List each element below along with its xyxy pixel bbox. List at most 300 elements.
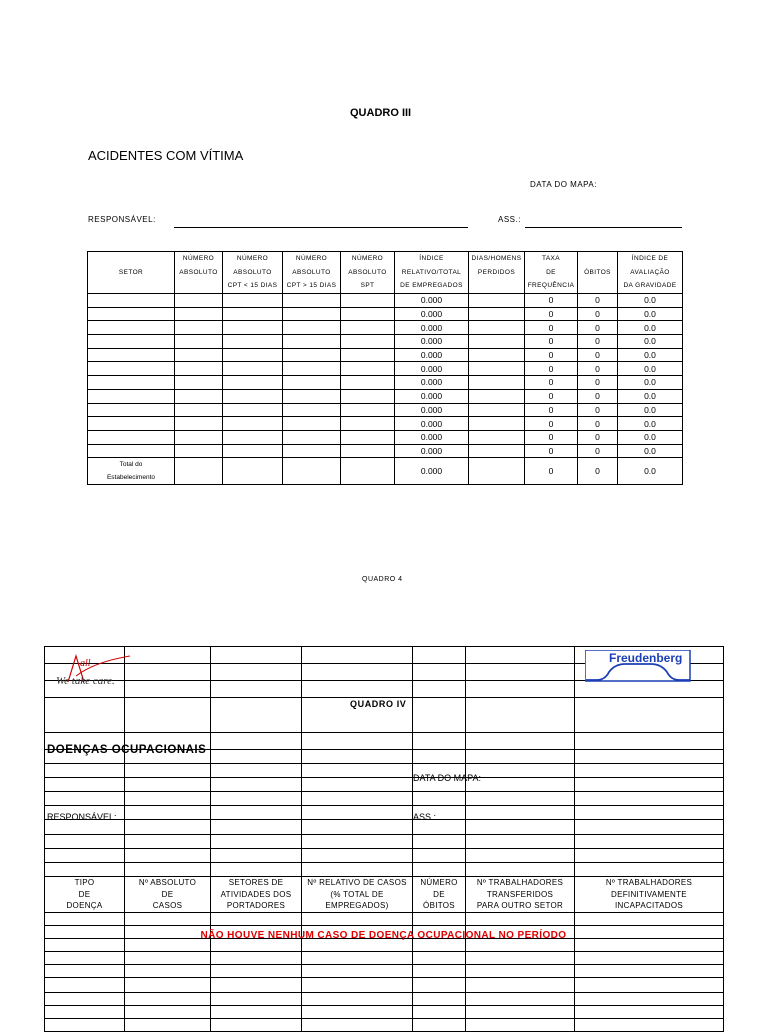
table-cell[interactable] — [469, 294, 525, 308]
grid-cell[interactable] — [125, 964, 211, 977]
grid-cell[interactable] — [211, 912, 302, 925]
table-cell[interactable]: 0 — [578, 389, 618, 403]
table-cell[interactable] — [175, 444, 223, 458]
grid-cell[interactable] — [575, 1018, 724, 1031]
table-cell[interactable] — [469, 335, 525, 349]
total-cell[interactable]: 0.0 — [618, 458, 683, 485]
responsavel-line[interactable] — [174, 227, 468, 228]
grid-cell[interactable] — [575, 835, 724, 849]
grid-cell[interactable] — [575, 733, 724, 750]
table-cell[interactable] — [223, 348, 283, 362]
grid-cell[interactable] — [45, 951, 125, 964]
grid-cell[interactable] — [575, 750, 724, 764]
grid-cell[interactable] — [413, 912, 466, 925]
grid-cell[interactable] — [125, 1005, 211, 1018]
grid-cell[interactable] — [466, 750, 575, 764]
table-cell[interactable]: 0 — [525, 348, 578, 362]
grid-cell[interactable] — [302, 792, 413, 806]
table-row — [88, 444, 683, 458]
quadro4-header-cell: EMPREGADOS) — [302, 900, 413, 912]
grid-cell[interactable] — [45, 1005, 125, 1018]
table-cell[interactable]: 0.000 — [395, 389, 469, 403]
grid-cell[interactable] — [466, 912, 575, 925]
grid-cell[interactable] — [45, 849, 125, 863]
table-cell[interactable] — [283, 362, 341, 376]
table-cell[interactable] — [223, 403, 283, 417]
table-cell[interactable] — [223, 335, 283, 349]
table-cell[interactable]: 0.000 — [395, 376, 469, 390]
grid-cell[interactable] — [45, 964, 125, 977]
grid-cell[interactable] — [302, 778, 413, 792]
table-cell[interactable] — [223, 294, 283, 308]
table-cell[interactable]: 0 — [578, 294, 618, 308]
grid-cell[interactable] — [466, 1005, 575, 1018]
table-cell[interactable] — [175, 348, 223, 362]
grid-cell[interactable] — [125, 764, 211, 778]
total-label-text: Total do — [119, 461, 143, 469]
table-cell[interactable]: 0.000 — [395, 430, 469, 444]
grid-cell[interactable] — [302, 681, 413, 698]
grid-cell[interactable] — [413, 681, 466, 698]
grid-cell[interactable] — [211, 849, 302, 863]
table-cell[interactable]: 0 — [578, 376, 618, 390]
table-row — [88, 417, 683, 431]
table-cell[interactable]: 0.0 — [618, 403, 683, 417]
grid-cell[interactable] — [302, 750, 413, 764]
table-cell[interactable] — [88, 321, 175, 335]
grid-cell[interactable] — [125, 806, 211, 820]
table-cell[interactable]: 0.0 — [618, 307, 683, 321]
table-cell[interactable] — [88, 389, 175, 403]
grid-cell[interactable] — [45, 912, 125, 925]
grid-cell[interactable] — [466, 977, 575, 992]
grid-cell[interactable] — [413, 664, 466, 681]
data-mapa-label: DATA DO MAPA: — [530, 180, 597, 189]
table-cell[interactable] — [88, 348, 175, 362]
quadro3-header-text: ABSOLUTO — [233, 268, 272, 276]
grid-cell[interactable] — [45, 778, 125, 792]
table-cell[interactable] — [283, 389, 341, 403]
table-cell[interactable] — [175, 321, 223, 335]
grid-cell[interactable] — [125, 681, 211, 698]
grid-cell[interactable] — [575, 806, 724, 820]
table-cell[interactable] — [283, 348, 341, 362]
table-cell[interactable]: 0 — [578, 348, 618, 362]
table-cell[interactable]: 0 — [525, 335, 578, 349]
grid-cell[interactable] — [302, 733, 413, 750]
table-row — [88, 376, 683, 390]
table-cell[interactable]: 0 — [525, 430, 578, 444]
grid-row — [45, 764, 724, 778]
table-cell[interactable] — [469, 362, 525, 376]
total-cell[interactable]: 0.000 — [395, 458, 469, 485]
total-cell[interactable]: 0 — [578, 458, 618, 485]
table-cell[interactable]: 0.000 — [395, 444, 469, 458]
grid-cell[interactable] — [466, 964, 575, 977]
grid-cell[interactable] — [45, 1018, 125, 1031]
table-cell[interactable]: 0.0 — [618, 376, 683, 390]
table-cell[interactable]: 0 — [578, 307, 618, 321]
grid-cell[interactable] — [211, 951, 302, 964]
table-cell[interactable] — [341, 389, 395, 403]
grid-cell[interactable] — [211, 764, 302, 778]
table-cell[interactable] — [175, 389, 223, 403]
quadro3-header-text: PERDIDOS — [477, 268, 516, 276]
grid-cell[interactable] — [575, 820, 724, 835]
table-cell[interactable] — [88, 294, 175, 308]
grid-cell[interactable] — [125, 792, 211, 806]
ass-line[interactable] — [525, 227, 682, 228]
total-cell[interactable] — [175, 458, 223, 485]
quadro4-header-cell: Nº RELATIVO DE CASOS — [302, 877, 413, 889]
grid-cell[interactable] — [302, 647, 413, 664]
quadro3-header-text: ÍNDICE DE — [631, 255, 669, 262]
table-cell[interactable]: 0 — [525, 444, 578, 458]
grid-cell[interactable] — [575, 951, 724, 964]
grid-cell[interactable] — [575, 1005, 724, 1018]
table-cell[interactable] — [283, 430, 341, 444]
grid-cell[interactable] — [466, 951, 575, 964]
grid-cell[interactable] — [302, 664, 413, 681]
grid-cell[interactable] — [125, 863, 211, 877]
total-label-text: Estabelecimento — [106, 474, 156, 482]
freudenberg-text: Freudenberg — [609, 651, 683, 665]
grid-cell[interactable] — [575, 778, 724, 792]
grid-cell[interactable] — [466, 764, 575, 778]
grid-cell[interactable] — [125, 849, 211, 863]
grid-cell[interactable] — [125, 1018, 211, 1031]
table-cell[interactable]: 0.0 — [618, 389, 683, 403]
grid-cell[interactable] — [466, 733, 575, 750]
grid-row — [45, 863, 724, 877]
table-cell[interactable] — [469, 444, 525, 458]
grid-cell[interactable] — [413, 863, 466, 877]
grid-cell[interactable] — [302, 964, 413, 977]
grid-cell[interactable] — [413, 1018, 466, 1031]
table-cell[interactable] — [175, 362, 223, 376]
grid-cell[interactable] — [413, 750, 466, 764]
grid-cell[interactable] — [302, 951, 413, 964]
table-cell[interactable] — [88, 307, 175, 321]
grid-cell[interactable] — [302, 977, 413, 992]
grid-cell[interactable] — [575, 863, 724, 877]
grid-cell[interactable] — [302, 764, 413, 778]
grid-cell[interactable] — [413, 1005, 466, 1018]
table-cell[interactable] — [283, 294, 341, 308]
table-cell[interactable]: 0 — [525, 389, 578, 403]
grid-cell[interactable] — [211, 778, 302, 792]
table-row — [88, 348, 683, 362]
grid-cell[interactable] — [413, 977, 466, 992]
grid-cell[interactable] — [466, 1018, 575, 1031]
grid-row — [45, 992, 724, 1005]
grid-cell[interactable] — [125, 820, 211, 835]
table-cell[interactable] — [175, 417, 223, 431]
grid-cell[interactable] — [302, 863, 413, 877]
table-cell[interactable] — [469, 417, 525, 431]
grid-cell[interactable] — [125, 778, 211, 792]
total-cell[interactable] — [341, 458, 395, 485]
table-cell[interactable] — [283, 417, 341, 431]
quadro4-header-cell: CASOS — [125, 900, 211, 912]
grid-cell[interactable] — [211, 977, 302, 992]
table-cell[interactable] — [175, 294, 223, 308]
table-cell[interactable] — [88, 430, 175, 444]
quadro4-header-cell: DOENÇA — [45, 900, 125, 912]
quadro3-table — [87, 251, 683, 485]
grid-cell[interactable] — [575, 792, 724, 806]
grid-cell[interactable] — [125, 951, 211, 964]
grid-cell[interactable] — [211, 664, 302, 681]
table-cell[interactable] — [223, 389, 283, 403]
quadro4-header-row — [45, 900, 724, 912]
table-cell[interactable] — [88, 376, 175, 390]
table-cell[interactable]: 0.0 — [618, 362, 683, 376]
grid-cell[interactable] — [575, 964, 724, 977]
grid-cell[interactable] — [211, 792, 302, 806]
quadro3-header-text: TAXA — [541, 255, 561, 262]
grid-cell[interactable] — [575, 912, 724, 925]
quadro4-ass: ASS.: — [413, 812, 437, 822]
grid-cell[interactable] — [211, 681, 302, 698]
grid-cell[interactable] — [413, 733, 466, 750]
total-cell[interactable]: 0 — [525, 458, 578, 485]
grid-cell[interactable] — [302, 820, 413, 835]
grid-cell[interactable] — [466, 992, 575, 1005]
table-cell[interactable]: 0.0 — [618, 417, 683, 431]
grid-cell[interactable] — [466, 849, 575, 863]
table-cell[interactable]: 0 — [525, 362, 578, 376]
grid-cell[interactable] — [575, 992, 724, 1005]
table-cell[interactable] — [341, 362, 395, 376]
table-cell[interactable] — [88, 417, 175, 431]
grid-cell[interactable] — [575, 681, 724, 698]
table-cell[interactable] — [341, 376, 395, 390]
grid-cell[interactable] — [413, 835, 466, 849]
grid-cell[interactable] — [125, 835, 211, 849]
grid-cell[interactable] — [45, 835, 125, 849]
grid-cell[interactable] — [466, 863, 575, 877]
table-cell[interactable] — [88, 403, 175, 417]
table-cell[interactable] — [175, 403, 223, 417]
quadro4-header-row — [45, 889, 724, 901]
table-cell[interactable]: 0.0 — [618, 321, 683, 335]
grid-cell[interactable] — [211, 733, 302, 750]
grid-cell[interactable] — [575, 698, 724, 733]
grid-cell[interactable] — [466, 806, 575, 820]
table-cell[interactable] — [469, 321, 525, 335]
table-cell[interactable] — [283, 307, 341, 321]
grid-cell[interactable] — [413, 964, 466, 977]
grid-cell[interactable] — [413, 951, 466, 964]
table-cell[interactable] — [88, 362, 175, 376]
grid-cell[interactable] — [413, 792, 466, 806]
table-cell[interactable]: 0.0 — [618, 430, 683, 444]
table-cell[interactable]: 0 — [525, 307, 578, 321]
table-cell[interactable] — [223, 430, 283, 444]
table-cell[interactable] — [341, 444, 395, 458]
quadro3-header-text: DA GRAVIDADE — [623, 282, 677, 290]
table-cell[interactable]: 0.000 — [395, 362, 469, 376]
table-cell[interactable]: 0 — [578, 403, 618, 417]
grid-cell[interactable] — [302, 806, 413, 820]
table-cell[interactable] — [469, 389, 525, 403]
table-cell[interactable]: 0.000 — [395, 294, 469, 308]
table-cell[interactable]: 0 — [525, 417, 578, 431]
table-cell[interactable] — [469, 376, 525, 390]
table-cell[interactable]: 0.000 — [395, 348, 469, 362]
grid-cell[interactable] — [45, 792, 125, 806]
grid-cell[interactable] — [413, 849, 466, 863]
grid-cell[interactable] — [211, 750, 302, 764]
grid-cell[interactable] — [466, 664, 575, 681]
grid-cell[interactable] — [211, 1018, 302, 1031]
quadro4-header-cell: ATIVIDADES DOS — [211, 889, 302, 901]
table-cell[interactable]: 0.0 — [618, 348, 683, 362]
table-cell[interactable] — [341, 294, 395, 308]
table-cell[interactable] — [223, 444, 283, 458]
table-cell[interactable] — [341, 403, 395, 417]
total-cell[interactable] — [469, 458, 525, 485]
quadro4-header-cell: TIPO — [45, 877, 125, 889]
grid-cell[interactable] — [125, 664, 211, 681]
table-cell[interactable]: 0 — [525, 403, 578, 417]
table-cell[interactable] — [88, 444, 175, 458]
table-cell[interactable] — [341, 417, 395, 431]
grid-row — [45, 849, 724, 863]
table-cell[interactable] — [223, 362, 283, 376]
quadro4-header-cell: INCAPACITADOS — [575, 900, 724, 912]
quadro4-small-label: QUADRO 4 — [362, 576, 403, 583]
grid-cell[interactable] — [466, 698, 575, 733]
table-cell[interactable] — [283, 335, 341, 349]
table-cell[interactable] — [175, 307, 223, 321]
grid-cell[interactable] — [125, 698, 211, 733]
table-cell[interactable] — [341, 307, 395, 321]
table-cell[interactable] — [469, 348, 525, 362]
table-cell[interactable]: 0 — [578, 362, 618, 376]
quadro3-header-text: DE — [546, 268, 556, 276]
grid-cell[interactable] — [466, 835, 575, 849]
table-cell[interactable]: 0 — [525, 321, 578, 335]
grid-cell[interactable] — [125, 647, 211, 664]
table-cell[interactable]: 0 — [525, 376, 578, 390]
table-row — [88, 335, 683, 349]
grid-cell[interactable] — [302, 992, 413, 1005]
table-cell[interactable]: 0 — [578, 417, 618, 431]
grid-cell[interactable] — [575, 977, 724, 992]
grid-cell[interactable] — [45, 863, 125, 877]
table-cell[interactable]: 0.000 — [395, 403, 469, 417]
grid-cell[interactable] — [45, 992, 125, 1005]
table-cell[interactable]: 0 — [578, 444, 618, 458]
table-cell[interactable] — [223, 376, 283, 390]
quadro3-header-text: NÚMERO — [182, 255, 215, 262]
table-cell[interactable]: 0.000 — [395, 321, 469, 335]
quadro3-header-row — [88, 252, 683, 294]
grid-cell[interactable] — [302, 912, 413, 925]
grid-cell[interactable] — [466, 647, 575, 664]
grid-cell[interactable] — [466, 681, 575, 698]
grid-cell[interactable] — [45, 698, 125, 733]
table-cell[interactable] — [341, 321, 395, 335]
total-cell[interactable] — [223, 458, 283, 485]
grid-cell[interactable] — [211, 1005, 302, 1018]
table-cell[interactable]: 0 — [578, 430, 618, 444]
grid-cell[interactable] — [45, 977, 125, 992]
grid-cell[interactable] — [211, 863, 302, 877]
grid-cell[interactable] — [211, 964, 302, 977]
quadro4-header-cell: Nº ABSOLUTO — [125, 877, 211, 889]
grid-cell[interactable] — [125, 912, 211, 925]
quadro3-header-text: RELATIVO/TOTAL — [401, 268, 462, 276]
table-cell[interactable]: 0.0 — [618, 294, 683, 308]
grid-cell[interactable] — [413, 698, 466, 733]
grid-cell[interactable] — [413, 647, 466, 664]
table-cell[interactable]: 0.000 — [395, 307, 469, 321]
grid-cell[interactable] — [302, 1005, 413, 1018]
table-cell[interactable]: 0 — [578, 321, 618, 335]
table-cell[interactable]: 0 — [525, 294, 578, 308]
grid-row — [45, 977, 724, 992]
table-cell[interactable] — [283, 444, 341, 458]
table-cell[interactable]: 0 — [578, 335, 618, 349]
table-cell[interactable]: 0.000 — [395, 417, 469, 431]
table-cell[interactable] — [469, 403, 525, 417]
total-cell[interactable] — [283, 458, 341, 485]
table-cell[interactable]: 0.0 — [618, 335, 683, 349]
table-cell[interactable] — [223, 307, 283, 321]
table-cell[interactable] — [469, 307, 525, 321]
grid-cell[interactable] — [125, 992, 211, 1005]
grid-cell[interactable] — [575, 764, 724, 778]
table-cell[interactable] — [175, 335, 223, 349]
grid-cell[interactable] — [211, 835, 302, 849]
table-cell[interactable]: 0.0 — [618, 444, 683, 458]
grid-cell[interactable] — [466, 778, 575, 792]
grid-cell[interactable] — [575, 849, 724, 863]
table-cell[interactable] — [283, 321, 341, 335]
grid-cell[interactable] — [45, 764, 125, 778]
table-cell[interactable] — [283, 403, 341, 417]
grid-cell[interactable] — [302, 835, 413, 849]
grid-cell[interactable] — [125, 977, 211, 992]
table-cell[interactable] — [341, 430, 395, 444]
grid-cell[interactable] — [302, 1018, 413, 1031]
grid-cell[interactable] — [466, 792, 575, 806]
grid-cell[interactable] — [211, 992, 302, 1005]
grid-cell[interactable] — [211, 820, 302, 835]
grid-cell[interactable] — [413, 992, 466, 1005]
ass-label: ASS.: — [498, 215, 521, 224]
grid-cell[interactable] — [211, 698, 302, 733]
table-cell[interactable]: 0.000 — [395, 335, 469, 349]
grid-cell[interactable] — [466, 820, 575, 835]
table-cell[interactable] — [175, 430, 223, 444]
table-cell[interactable] — [88, 335, 175, 349]
table-cell[interactable] — [341, 335, 395, 349]
grid-cell[interactable] — [211, 647, 302, 664]
table-cell[interactable] — [223, 417, 283, 431]
table-cell[interactable] — [283, 376, 341, 390]
table-cell[interactable] — [341, 348, 395, 362]
table-cell[interactable] — [223, 321, 283, 335]
table-cell[interactable] — [469, 430, 525, 444]
grid-cell[interactable] — [211, 806, 302, 820]
total-label — [88, 458, 175, 485]
grid-cell[interactable] — [302, 849, 413, 863]
table-cell[interactable] — [175, 376, 223, 390]
